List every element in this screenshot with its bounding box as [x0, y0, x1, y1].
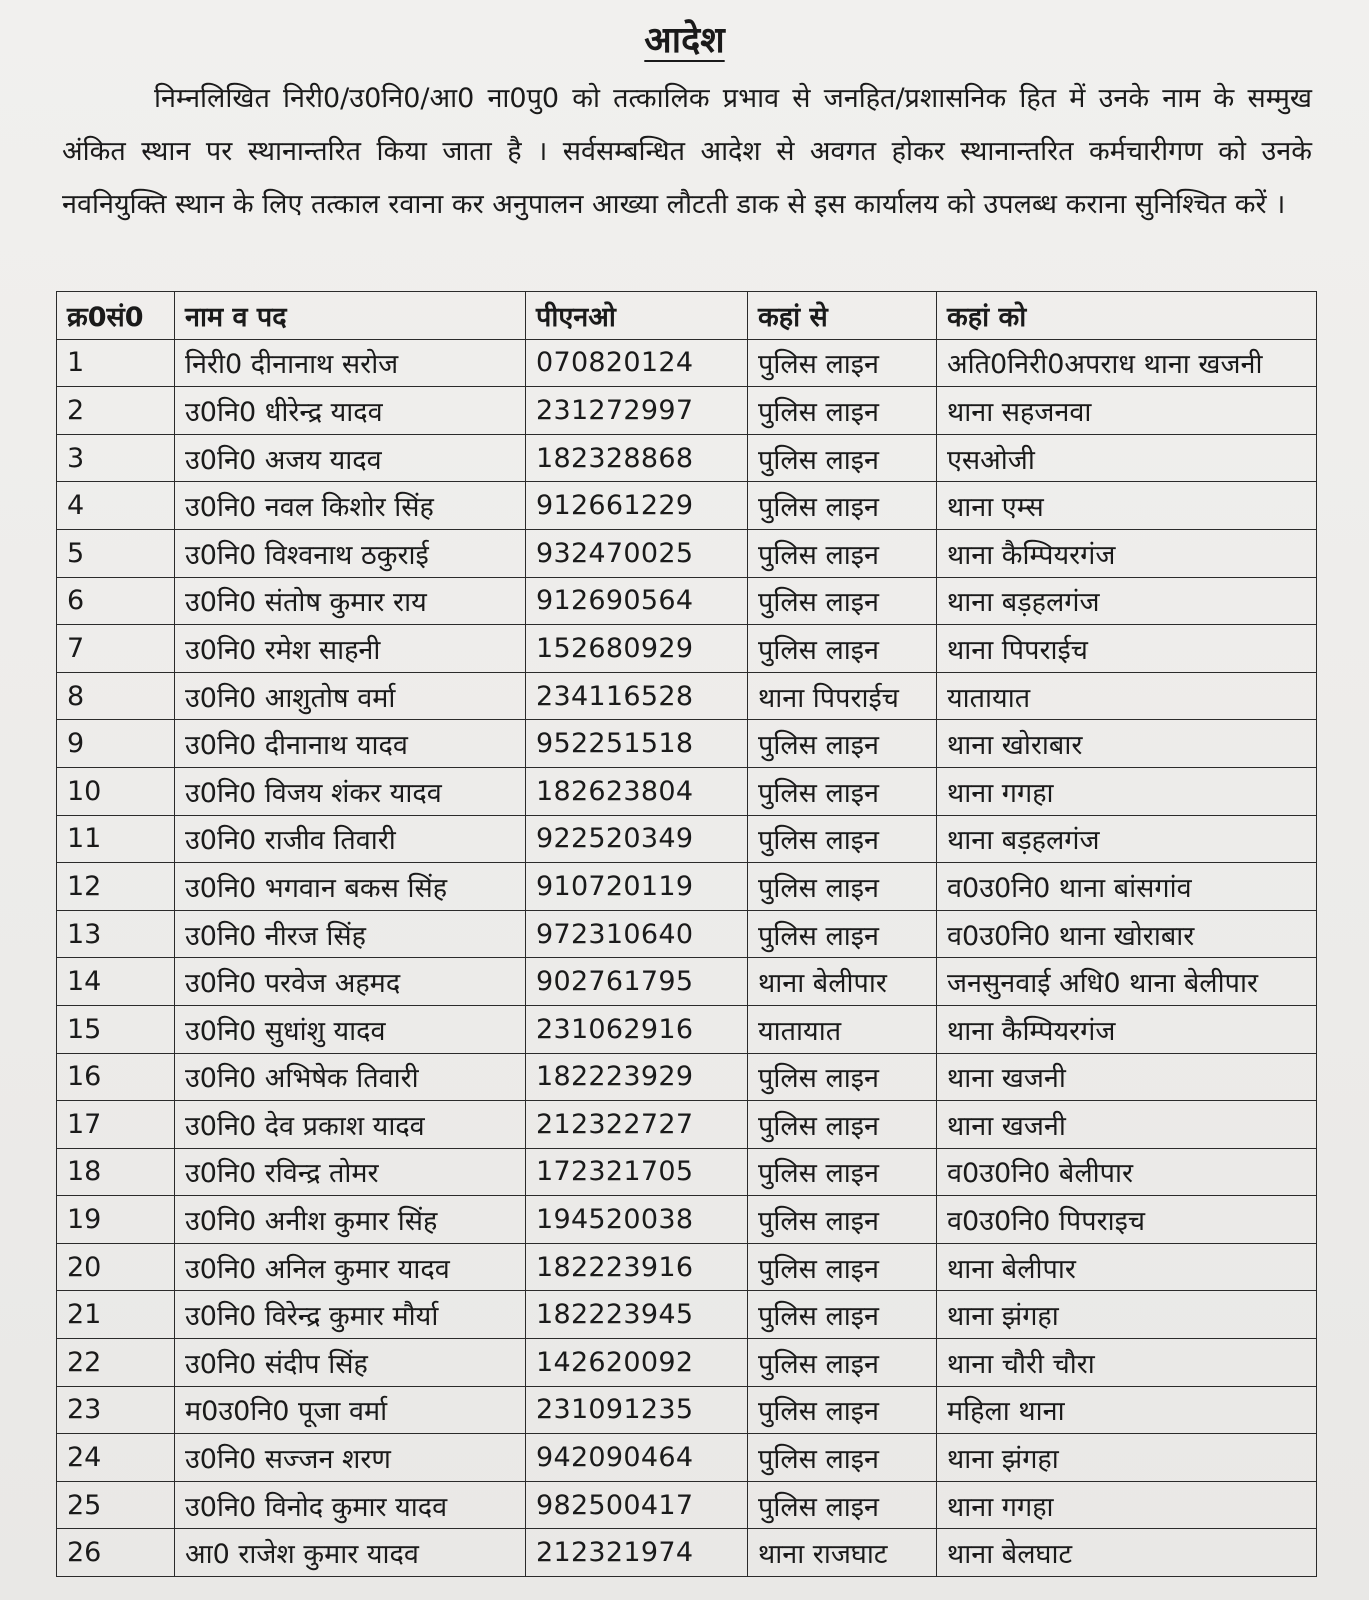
to-cell: महिला थाना — [937, 1386, 1317, 1434]
serial-cell: 4 — [57, 482, 175, 530]
from-cell: पुलिस लाइन — [748, 387, 937, 435]
serial-cell: 12 — [57, 863, 175, 911]
to-cell: थाना गगहा — [937, 1481, 1317, 1529]
from-cell: पुलिस लाइन — [748, 815, 937, 863]
name-cell: उ0नि0 भगवान बकस सिंह — [175, 863, 526, 911]
to-cell: थाना कैम्पियरगंज — [937, 529, 1317, 577]
to-cell: व0उ0नि0 थाना बांसगांव — [937, 863, 1317, 911]
to-cell: थाना झंगहा — [937, 1291, 1317, 1339]
serial-cell: 20 — [57, 1243, 175, 1291]
to-cell: थाना पिपराईच — [937, 625, 1317, 673]
pno-cell: 932470025 — [526, 529, 748, 577]
table-row — [57, 577, 1317, 625]
from-cell: पुलिस लाइन — [748, 529, 937, 577]
from-cell: पुलिस लाइन — [748, 1291, 937, 1339]
to-cell: व0उ0नि0 थाना खोराबार — [937, 910, 1317, 958]
name-cell: उ0नि0 राजीव तिवारी — [175, 815, 526, 863]
pno-cell: 910720119 — [526, 863, 748, 911]
name-cell: उ0नि0 संदीप सिंह — [175, 1339, 526, 1387]
serial-cell: 17 — [57, 1101, 175, 1149]
name-cell: उ0नि0 संतोष कुमार राय — [175, 577, 526, 625]
pno-cell: 194520038 — [526, 1196, 748, 1244]
from-cell: थाना बेलीपार — [748, 958, 937, 1006]
header-to: कहां को — [937, 292, 1317, 340]
to-cell: थाना खजनी — [937, 1053, 1317, 1101]
serial-cell: 18 — [57, 1148, 175, 1196]
header-serial: क्र0सं0 — [57, 292, 175, 340]
name-cell: उ0नि0 देव प्रकाश यादव — [175, 1101, 526, 1149]
from-cell: थाना पिपराईच — [748, 672, 937, 720]
pno-cell: 212322727 — [526, 1101, 748, 1149]
name-cell: म0उ0नि0 पूजा वर्मा — [175, 1386, 526, 1434]
from-cell: पुलिस लाइन — [748, 339, 937, 387]
from-cell: पुलिस लाइन — [748, 720, 937, 768]
table-row — [57, 1196, 1317, 1244]
from-cell: पुलिस लाइन — [748, 910, 937, 958]
pno-cell: 070820124 — [526, 339, 748, 387]
to-cell: एसओजी — [937, 434, 1317, 482]
title-text: आदेश — [644, 20, 725, 61]
serial-cell: 8 — [57, 672, 175, 720]
from-cell: पुलिस लाइन — [748, 1481, 937, 1529]
name-cell: उ0नि0 आशुतोष वर्मा — [175, 672, 526, 720]
pno-cell: 182328868 — [526, 434, 748, 482]
name-cell: उ0नि0 रमेश साहनी — [175, 625, 526, 673]
pno-cell: 942090464 — [526, 1434, 748, 1482]
to-cell: थाना झंगहा — [937, 1434, 1317, 1482]
pno-cell: 182223945 — [526, 1291, 748, 1339]
table-row — [57, 1481, 1317, 1529]
serial-cell: 2 — [57, 387, 175, 435]
to-cell: थाना चौरी चौरा — [937, 1339, 1317, 1387]
name-cell: उ0नि0 परवेज अहमद — [175, 958, 526, 1006]
pno-cell: 182623804 — [526, 767, 748, 815]
from-cell: यातायात — [748, 1005, 937, 1053]
serial-cell: 24 — [57, 1434, 175, 1482]
to-cell: जनसुनवाई अधि0 थाना बेलीपार — [937, 958, 1317, 1006]
from-cell: पुलिस लाइन — [748, 577, 937, 625]
to-cell: थाना एम्स — [937, 482, 1317, 530]
serial-cell: 25 — [57, 1481, 175, 1529]
table-row — [57, 1291, 1317, 1339]
from-cell: पुलिस लाइन — [748, 1243, 937, 1291]
name-cell: आ0 राजेश कुमार यादव — [175, 1529, 526, 1577]
to-cell: थाना बेलघाट — [937, 1529, 1317, 1577]
from-cell: पुलिस लाइन — [748, 625, 937, 673]
from-cell: पुलिस लाइन — [748, 1148, 937, 1196]
name-cell: उ0नि0 विश्वनाथ ठकुराई — [175, 529, 526, 577]
serial-cell: 9 — [57, 720, 175, 768]
table-row — [57, 672, 1317, 720]
intro-paragraph: निम्नलिखित निरी0/उ0नि0/आ0 ना0पु0 को तत्कालिक प्रभाव से जनहित/प्रशासनिक हित में उनके नाम के सम्मुख अंकित स्थान पर स्थानान्तरित किया जाता है । सर्वसम्बन्धित आदेश से अवगत होकर स्थानान्तरित कर्मचारीगण को उनके नवनियुक्ति स्थान के लिए तत्काल रवाना कर अनुपालन आख्या लौटती डाक से इस कार्यालय को उपलब्ध कराना सुनिश्चित करें । — [62, 83, 1312, 220]
name-cell: उ0नि0 नवल किशोर सिंह — [175, 482, 526, 530]
document-title — [0, 14, 1369, 63]
pno-cell: 922520349 — [526, 815, 748, 863]
to-cell: थाना सहजनवा — [937, 387, 1317, 435]
table-row — [57, 863, 1317, 911]
name-cell: उ0नि0 दीनानाथ यादव — [175, 720, 526, 768]
serial-cell: 16 — [57, 1053, 175, 1101]
pno-cell: 152680929 — [526, 625, 748, 673]
name-cell: निरी0 दीनानाथ सरोज — [175, 339, 526, 387]
table-row — [57, 958, 1317, 1006]
header-name-post: नाम व पद — [175, 292, 526, 340]
table-row — [57, 625, 1317, 673]
name-cell: उ0नि0 धीरेन्द्र यादव — [175, 387, 526, 435]
serial-cell: 26 — [57, 1529, 175, 1577]
name-cell: उ0नि0 विनोद कुमार यादव — [175, 1481, 526, 1529]
pno-cell: 231272997 — [526, 387, 748, 435]
table-row — [57, 1243, 1317, 1291]
table-row — [57, 815, 1317, 863]
to-cell: अति0निरी0अपराध थाना खजनी — [937, 339, 1317, 387]
serial-cell: 13 — [57, 910, 175, 958]
from-cell: पुलिस लाइन — [748, 1196, 937, 1244]
name-cell: उ0नि0 अनीश कुमार सिंह — [175, 1196, 526, 1244]
to-cell: थाना गगहा — [937, 767, 1317, 815]
table-row — [57, 1053, 1317, 1101]
pno-cell: 902761795 — [526, 958, 748, 1006]
name-cell: उ0नि0 विजय शंकर यादव — [175, 767, 526, 815]
table-row — [57, 482, 1317, 530]
from-cell: पुलिस लाइन — [748, 863, 937, 911]
name-cell: उ0नि0 अभिषेक तिवारी — [175, 1053, 526, 1101]
to-cell: थाना बेलीपार — [937, 1243, 1317, 1291]
table-row — [57, 1529, 1317, 1577]
header-from: कहां से — [748, 292, 937, 340]
pno-cell: 234116528 — [526, 672, 748, 720]
name-cell: उ0नि0 विरेन्द्र कुमार मौर्या — [175, 1291, 526, 1339]
from-cell: पुलिस लाइन — [748, 1339, 937, 1387]
pno-cell: 972310640 — [526, 910, 748, 958]
table-row — [57, 1101, 1317, 1149]
serial-cell: 7 — [57, 625, 175, 673]
name-cell: उ0नि0 रविन्द्र तोमर — [175, 1148, 526, 1196]
serial-cell: 14 — [57, 958, 175, 1006]
name-cell: उ0नि0 अनिल कुमार यादव — [175, 1243, 526, 1291]
serial-cell: 1 — [57, 339, 175, 387]
pno-cell: 182223929 — [526, 1053, 748, 1101]
table-row — [57, 1386, 1317, 1434]
header-pno: पीएनओ — [526, 292, 748, 340]
pno-cell: 182223916 — [526, 1243, 748, 1291]
serial-cell: 15 — [57, 1005, 175, 1053]
to-cell: थाना बड़हलगंज — [937, 577, 1317, 625]
from-cell: पुलिस लाइन — [748, 434, 937, 482]
table-row — [57, 1148, 1317, 1196]
from-cell: पुलिस लाइन — [748, 1101, 937, 1149]
from-cell: पुलिस लाइन — [748, 1434, 937, 1482]
serial-cell: 23 — [57, 1386, 175, 1434]
name-cell: उ0नि0 सुधांशु यादव — [175, 1005, 526, 1053]
table-row — [57, 1005, 1317, 1053]
table-row — [57, 387, 1317, 435]
pno-cell: 142620092 — [526, 1339, 748, 1387]
header-row — [57, 292, 1317, 340]
serial-cell: 5 — [57, 529, 175, 577]
table-row — [57, 1339, 1317, 1387]
from-cell: पुलिस लाइन — [748, 1053, 937, 1101]
table-row — [57, 529, 1317, 577]
transfer-table — [56, 291, 1317, 1577]
to-cell: थाना खजनी — [937, 1101, 1317, 1149]
pno-cell: 212321974 — [526, 1529, 748, 1577]
from-cell: थाना राजघाट — [748, 1529, 937, 1577]
pno-cell: 952251518 — [526, 720, 748, 768]
serial-cell: 22 — [57, 1339, 175, 1387]
table-row — [57, 910, 1317, 958]
table-header — [57, 292, 1317, 340]
table-row — [57, 434, 1317, 482]
table-row — [57, 767, 1317, 815]
serial-cell: 19 — [57, 1196, 175, 1244]
table-row — [57, 1434, 1317, 1482]
pno-cell: 231062916 — [526, 1005, 748, 1053]
to-cell: व0उ0नि0 पिपराइच — [937, 1196, 1317, 1244]
pno-cell: 172321705 — [526, 1148, 748, 1196]
name-cell: उ0नि0 सज्जन शरण — [175, 1434, 526, 1482]
serial-cell: 11 — [57, 815, 175, 863]
table-body — [57, 339, 1317, 1576]
table-row — [57, 339, 1317, 387]
name-cell: उ0नि0 अजय यादव — [175, 434, 526, 482]
to-cell: व0उ0नि0 बेलीपार — [937, 1148, 1317, 1196]
pno-cell: 912661229 — [526, 482, 748, 530]
to-cell: थाना बड़हलगंज — [937, 815, 1317, 863]
to-cell: थाना खोराबार — [937, 720, 1317, 768]
from-cell: पुलिस लाइन — [748, 482, 937, 530]
to-cell: थाना कैम्पियरगंज — [937, 1005, 1317, 1053]
table-row — [57, 720, 1317, 768]
pno-cell: 982500417 — [526, 1481, 748, 1529]
to-cell: यातायात — [937, 672, 1317, 720]
serial-cell: 10 — [57, 767, 175, 815]
name-cell: उ0नि0 नीरज सिंह — [175, 910, 526, 958]
from-cell: पुलिस लाइन — [748, 767, 937, 815]
pno-cell: 231091235 — [526, 1386, 748, 1434]
serial-cell: 21 — [57, 1291, 175, 1339]
pno-cell: 912690564 — [526, 577, 748, 625]
serial-cell: 6 — [57, 577, 175, 625]
serial-cell: 3 — [57, 434, 175, 482]
from-cell: पुलिस लाइन — [748, 1386, 937, 1434]
